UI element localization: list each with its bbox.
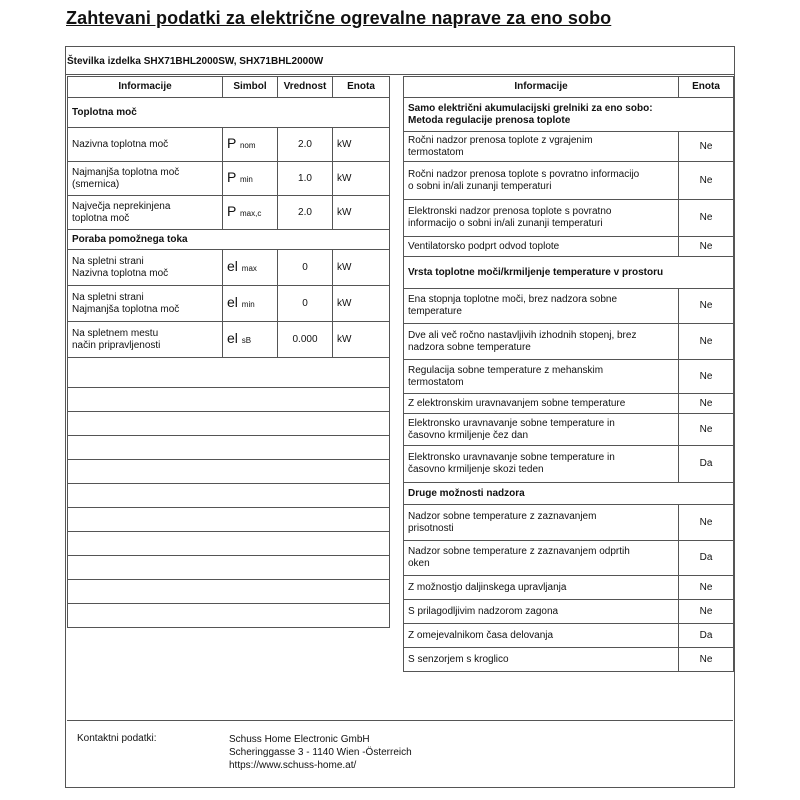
table-row: [68, 196, 390, 230]
section-row: [404, 483, 734, 505]
empty-row: [68, 508, 390, 532]
table-row: [404, 237, 734, 257]
empty-row: [68, 580, 390, 604]
table-row: [404, 394, 734, 414]
table-row: [68, 162, 390, 196]
label-line: temperature: [408, 306, 462, 317]
empty-cell: [68, 508, 390, 532]
info-label: [68, 322, 223, 358]
label-line: način pripravljenosti: [72, 339, 161, 351]
label-line: Največja neprekinjena: [72, 200, 171, 212]
symbol-cell: [223, 250, 278, 286]
unit-cell: kW: [333, 250, 390, 286]
table-row: [404, 324, 734, 360]
label-line: Najmanjša toplotna moč: [72, 166, 180, 178]
header-row: [68, 77, 390, 98]
table-row: [68, 250, 390, 286]
table-row: [404, 541, 734, 576]
company-name: Schuss Home Electronic GmbH: [229, 734, 370, 745]
answer-cell: Ne: [679, 237, 734, 257]
empty-cell: [68, 436, 390, 460]
company-website: https://www.schuss-home.at/: [229, 760, 357, 771]
symbol: el: [227, 258, 238, 274]
empty-row: [68, 484, 390, 508]
section-title: [404, 483, 734, 505]
empty-row: [68, 556, 390, 580]
section-title: [404, 257, 734, 289]
info-label: [68, 196, 223, 230]
label-line: Na spletnem mestu: [72, 327, 159, 339]
unit-cell: kW: [333, 128, 390, 162]
table-row: [404, 414, 734, 446]
label-line: nadzora sobne temperature: [408, 341, 531, 353]
answer-cell: Da: [679, 624, 734, 648]
symbol-subscript: sB: [241, 336, 252, 345]
info-label: [404, 446, 679, 483]
answer-cell: Ne: [679, 576, 734, 600]
product-number: Številka izdelka SHX71BHL2000SW, SHX71BHL2000W: [67, 56, 324, 67]
empty-cell: [68, 580, 390, 604]
empty-row: [68, 388, 390, 412]
symbol: P: [227, 203, 237, 219]
section-title: Toplotna moč: [68, 98, 390, 128]
symbol: P: [227, 135, 237, 151]
table-row: [404, 360, 734, 394]
label-line: Nadzor sobne temperature z zaznavanjem: [408, 510, 597, 522]
value-cell: 2.0: [278, 128, 333, 162]
label-line: S senzorjem s kroglico: [408, 653, 509, 665]
answer-cell: Ne: [679, 360, 734, 394]
symbol-cell: [223, 322, 278, 358]
label-line: Elektronski nadzor prenosa toplote s povratno: [408, 206, 612, 217]
left-specs-table: [67, 76, 390, 628]
answer-cell: Ne: [679, 505, 734, 541]
label-line: Dve ali več ročno nastavljivih izhodnih stopenj, brez: [408, 329, 637, 341]
symbol-cell: [223, 196, 278, 230]
label-line: termostatom: [408, 376, 464, 388]
empty-row: [68, 436, 390, 460]
info-label: [404, 200, 679, 237]
column-header: Enota: [679, 77, 734, 98]
divider: [65, 74, 735, 75]
empty-cell: [68, 460, 390, 484]
column-header: Informacije: [68, 77, 223, 98]
info-label: [68, 286, 223, 322]
label-line: Ročni nadzor prenosa toplote s povratno informacijo: [408, 168, 640, 180]
answer-cell: Ne: [679, 414, 734, 446]
info-label: [404, 237, 679, 257]
label-line: Z možnostjo daljinskega upravljanja: [408, 581, 567, 593]
info-label: [68, 250, 223, 286]
info-label: [404, 648, 679, 672]
info-label: [404, 541, 679, 576]
info-label: [404, 600, 679, 624]
symbol-subscript: min: [239, 175, 253, 184]
empty-row: [68, 358, 390, 388]
info-label: [404, 576, 679, 600]
table-row: [404, 200, 734, 237]
table-row: [404, 162, 734, 200]
section-row: [404, 98, 734, 132]
answer-cell: Da: [679, 541, 734, 576]
empty-row: [68, 412, 390, 436]
symbol-cell: [223, 286, 278, 322]
answer-cell: Ne: [679, 648, 734, 672]
symbol: el: [227, 330, 238, 346]
label-line: S prilagodljivim nadzorom zagona: [408, 605, 559, 617]
table-row: [404, 648, 734, 672]
label-line: Nazivna toplotna moč: [72, 138, 169, 150]
label-line: Z elektronskim uravnavanjem sobne temperature: [408, 397, 626, 409]
column-header: Enota: [333, 77, 390, 98]
table-row: [68, 286, 390, 322]
unit-cell: kW: [333, 286, 390, 322]
info-label: [404, 360, 679, 394]
label-line: Ročni nadzor prenosa toplote z vgrajenim: [408, 134, 593, 146]
contact-section: [67, 720, 733, 787]
answer-cell: Ne: [679, 394, 734, 414]
info-label: [404, 162, 679, 200]
label-line: informacijo o sobni in/ali zunanji temperaturi: [408, 218, 603, 229]
label-line: Ventilatorsko podprt odvod toplote: [408, 240, 560, 252]
unit-cell: kW: [333, 322, 390, 358]
symbol: P: [227, 169, 237, 185]
symbol-subscript: max: [241, 264, 257, 273]
unit-cell: kW: [333, 196, 390, 230]
empty-cell: [68, 484, 390, 508]
empty-cell: [68, 532, 390, 556]
company-address: Scheringgasse 3 - 1140 Wien -Österreich: [229, 747, 412, 758]
table-row: [404, 624, 734, 648]
empty-row: [68, 604, 390, 628]
symbol-subscript: min: [241, 300, 255, 309]
label-line: Elektronsko uravnavanje sobne temperature in: [408, 452, 615, 463]
info-label: [68, 162, 223, 196]
label-line: Ena stopnja toplotne moči, brez nadzora sobne: [408, 294, 618, 305]
answer-cell: Ne: [679, 600, 734, 624]
table-row: [404, 600, 734, 624]
label-line: Elektronsko uravnavanje sobne temperature in: [408, 417, 615, 429]
label-line: (smernica): [72, 178, 120, 190]
section-row: [68, 98, 390, 128]
answer-cell: Ne: [679, 200, 734, 237]
column-header: Vrednost: [278, 77, 333, 98]
value-cell: 1.0: [278, 162, 333, 196]
column-header: Informacije: [404, 77, 679, 98]
label-line: Najmanjša toplotna moč: [72, 303, 180, 315]
label-line: Regulacija sobne temperature z mehanskim: [408, 364, 604, 376]
value-cell: 0: [278, 250, 333, 286]
label-line: o sobni in/ali zunanji temperaturi: [408, 180, 552, 192]
answer-cell: Ne: [679, 289, 734, 324]
label-line: oken: [408, 558, 430, 569]
right-control-table: [403, 76, 734, 672]
section-row: [404, 257, 734, 289]
empty-cell: [68, 358, 390, 388]
empty-row: [68, 460, 390, 484]
answer-cell: Ne: [679, 324, 734, 360]
label-line: toplotna moč: [72, 212, 130, 224]
answer-cell: Da: [679, 446, 734, 483]
table-row: [404, 505, 734, 541]
contact-label: Kontaktni podatki:: [77, 733, 157, 744]
label-line: časovno krmiljenje čez dan: [408, 429, 529, 441]
table-row: [404, 132, 734, 162]
section-title: [404, 98, 734, 132]
table-row: [404, 576, 734, 600]
info-label: [404, 289, 679, 324]
section-row: [68, 230, 390, 250]
info-label: [68, 128, 223, 162]
label-line: prisotnosti: [408, 522, 454, 534]
label-line: Na spletni strani: [72, 291, 144, 303]
empty-cell: [68, 604, 390, 628]
section-title: Poraba pomožnega toka: [68, 230, 390, 250]
page-title: Zahtevani podatki za električne ogrevalne naprave za eno sobo: [66, 8, 612, 28]
symbol-subscript: nom: [239, 141, 256, 150]
table-row: [68, 322, 390, 358]
value-cell: 0.000: [278, 322, 333, 358]
header-row: [404, 77, 734, 98]
value-cell: 2.0: [278, 196, 333, 230]
contact-details: [229, 733, 412, 772]
empty-cell: [68, 412, 390, 436]
symbol-subscript: max,c: [239, 209, 262, 218]
label-line: Nazivna toplotna moč: [72, 267, 169, 279]
empty-row: [68, 532, 390, 556]
answer-cell: Ne: [679, 132, 734, 162]
table-row: [68, 128, 390, 162]
symbol-cell: [223, 162, 278, 196]
label-line: Nadzor sobne temperature z zaznavanjem odprtih: [408, 546, 630, 557]
label-line: termostatom: [408, 146, 464, 158]
info-label: [404, 394, 679, 414]
section-line: Metoda regulacije prenosa toplote: [408, 114, 571, 126]
symbol: el: [227, 294, 238, 310]
empty-cell: [68, 556, 390, 580]
symbol-cell: [223, 128, 278, 162]
section-line: Druge možnosti nadzora: [408, 487, 525, 499]
empty-cell: [68, 388, 390, 412]
label-line: Na spletni strani: [72, 255, 144, 267]
unit-cell: kW: [333, 162, 390, 196]
info-label: [404, 414, 679, 446]
value-cell: 0: [278, 286, 333, 322]
label-line: časovno krmiljenje skozi teden: [408, 464, 544, 475]
table-row: [404, 446, 734, 483]
label-line: Z omejevalnikom časa delovanja: [408, 629, 554, 641]
table-row: [404, 289, 734, 324]
info-label: [404, 624, 679, 648]
info-label: [404, 132, 679, 162]
answer-cell: Ne: [679, 162, 734, 200]
column-header: Simbol: [223, 77, 278, 98]
section-line: Vrsta toplotne moči/krmiljenje temperature v prostoru: [408, 266, 664, 278]
info-label: [404, 505, 679, 541]
section-line: Samo električni akumulacijski grelniki za eno sobo:: [408, 102, 653, 114]
info-label: [404, 324, 679, 360]
